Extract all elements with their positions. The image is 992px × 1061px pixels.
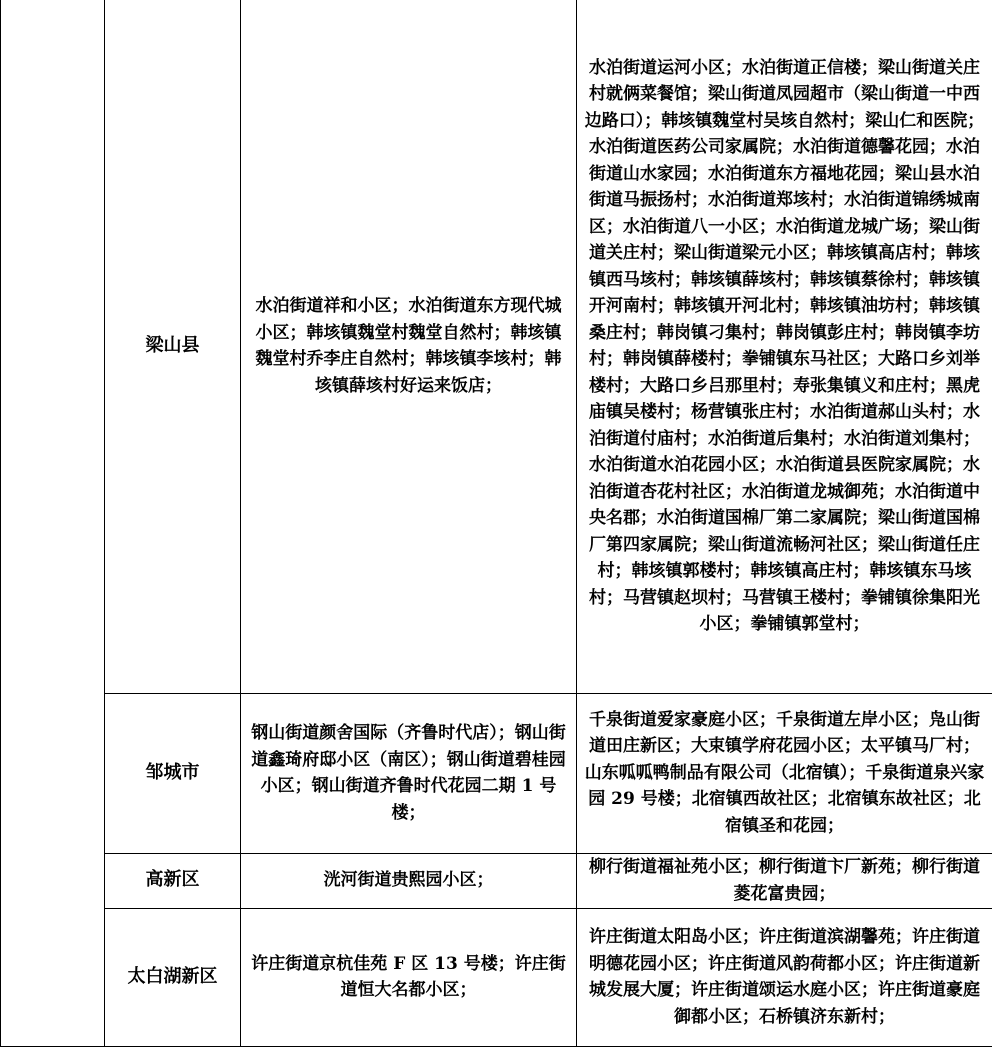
medium-risk-cell: 许庄街道京杭佳苑 F 区 13 号楼；许庄街道恒大名都小区； xyxy=(241,908,577,1046)
county-cell: 邹城市 xyxy=(105,693,241,853)
medium-risk-cell: 水泊街道祥和小区；水泊街道东方现代城小区；韩垓镇魏堂村魏堂自然村；韩垓镇魏堂村乔李庄自然村；韩垓镇李垓村；韩垓镇薛垓村好运来饭店； xyxy=(241,0,577,693)
county-cell: 梁山县 xyxy=(105,0,241,693)
low-risk-cell: 柳行街道福祉苑小区；柳行街道卞厂新苑；柳行街道菱花富贵园； xyxy=(577,853,992,908)
low-risk-cell: 千泉街道爱家豪庭小区；千泉街道左岸小区；凫山街道田庄新区；大束镇学府花园小区；太平镇马厂村；山东呱呱鸭制品有限公司（北宿镇）；千泉街道泉兴家园 29 号楼；北宿镇西故社区；北宿镇东故社区；北宿镇圣和花园； xyxy=(577,693,992,853)
blank-index-column xyxy=(1,0,105,1046)
medium-risk-cell: 钢山街道颜舍国际（齐鲁时代店）；钢山街道鑫琦府邸小区（南区）；钢山街道碧桂园小区；钢山街道齐鲁时代花园二期 1 号楼； xyxy=(241,693,577,853)
table-row xyxy=(1,908,992,1046)
table-row xyxy=(1,853,992,908)
county-cell: 高新区 xyxy=(105,853,241,908)
table-row xyxy=(1,693,992,853)
low-risk-cell: 许庄街道太阳岛小区；许庄街道滨湖馨苑；许庄街道明德花园小区；许庄街道风韵荷都小区；许庄街道新城发展大厦；许庄街道颂运水庭小区；许庄街道豪庭御都小区；石桥镇济东新村； xyxy=(577,908,992,1046)
low-risk-cell: 水泊街道运河小区；水泊街道正信楼；梁山街道关庄村就俩菜餐馆；梁山街道凤园超市（梁山街道一中西边路口）；韩垓镇魏堂村吴垓自然村；梁山仁和医院；水泊街道医药公司家属院；水泊街道德馨花园；水泊街道山水家园；水泊街道东方福地花园；梁山县水泊街道马振扬村；水泊街道郑垓村；水泊街道锦绣城南区；水泊街道八一小区；水泊街道龙城广场；梁山街道关庄村；梁山街道梁元小区；韩垓镇高店村；韩垓镇西马垓村；韩垓镇薛垓村；韩垓镇蔡徐村；韩垓镇开河南村；韩垓镇开河北村；韩垓镇油坊村；韩垓镇桑庄村；韩岗镇刁集村；韩岗镇彭庄村；韩岗镇李坊村；韩岗镇薛楼村；拳铺镇东马社区；大路口乡刘举楼村；大路口乡吕那里村；寿张集镇义和庄村；黑虎庙镇吴楼村；杨营镇张庄村；水泊街道郝山头村；水泊街道付庙村；水泊街道后集村；水泊街道刘集村；水泊街道水泊花园小区；水泊街道县医院家属院；水泊街道杏花村社区；水泊街道龙城御苑；水泊街道中央名郡；水泊街道国棉厂第二家属院；梁山街道国棉厂第四家属院；梁山街道流畅河社区；梁山街道任庄村；韩垓镇郭楼村；韩垓镇高庄村；韩垓镇东马垓村；马营镇赵坝村；马营镇王楼村；拳铺镇徐集阳光小区；拳铺镇郭堂村； xyxy=(577,0,992,693)
table-row xyxy=(1,0,992,693)
medium-risk-cell: 洸河街道贵熙园小区； xyxy=(241,853,577,908)
county-cell: 太白湖新区 xyxy=(105,908,241,1046)
